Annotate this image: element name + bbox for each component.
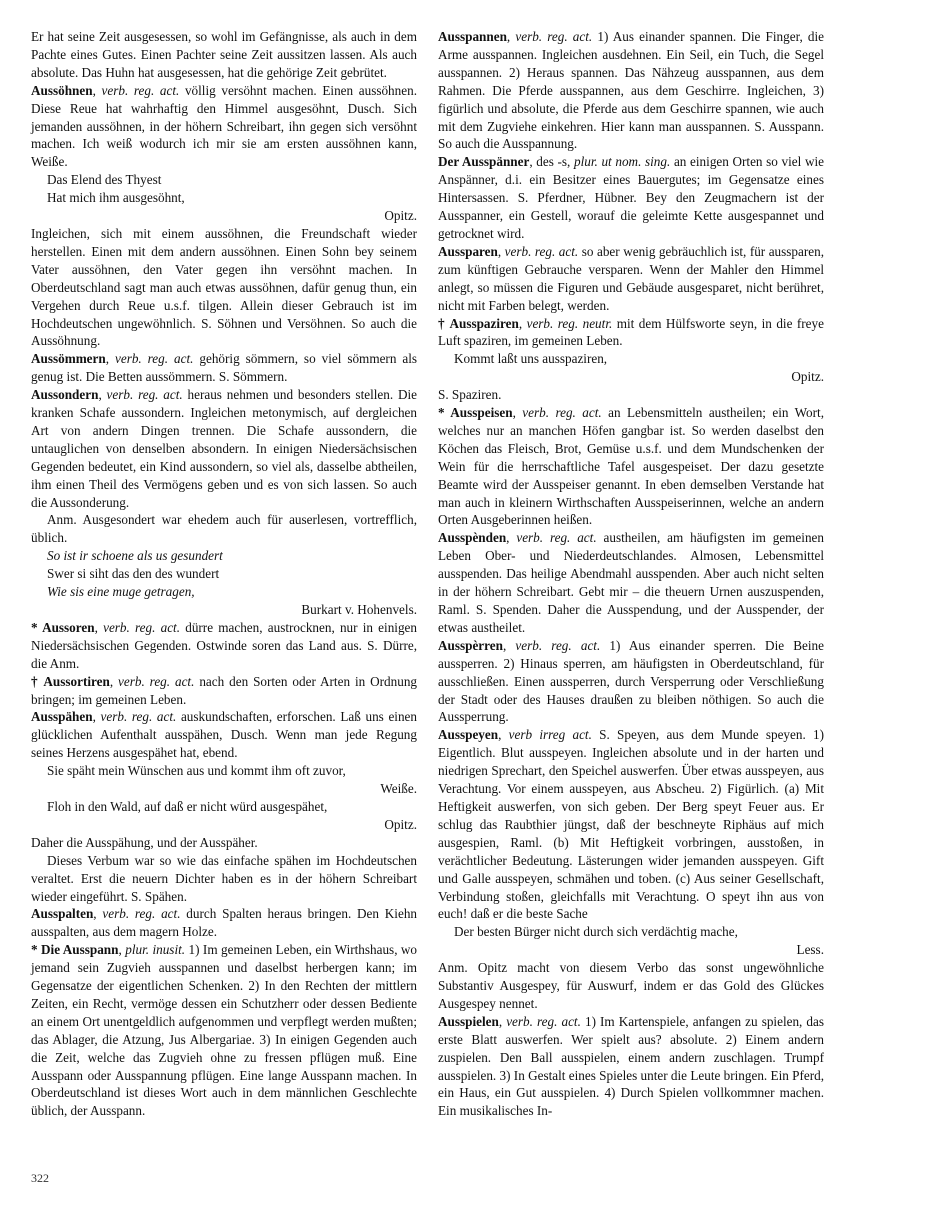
headword: Ausspähen [31, 709, 93, 725]
grammar-label: verb. reg. act. [515, 637, 601, 653]
entry-text: austheilen, am häufigsten im gemeinen Leben Ober- und Niederdeutschlandes. Almosen, Lebensmittel ausspenden. Das heilige Abendmahl ausspenden. Aber auch nicht selten in der höhern Schreibart. Gebt mir – die theuern Urnen auszuspenden, Raml. S. Spenden. Daher die Ausspendung, und der Ausspender, der etwas austheilet. [438, 530, 824, 635]
grammar-label: verb. reg. act. [101, 82, 180, 98]
entry-text: S. Speyen, aus dem Munde speyen. 1) Eigentlich. Blut ausspeyen. Ingleichen absolute und in der harten und niedrigen Sprechart, den Speichel auswerfen. Über etwas ausspeyen, aus Verachtung. Vor einem ausspeyen, aus Abscheu. 2) Figürlich. (a) Mit Heftigkeit auswerfen, von sich geben. Der Berg speyt Feuer aus. Er schlug das Raubthier jüngst, daß der beschneyte Riphäus auf mich ausgespien, Raml. (b) Mit Heftigkeit vorbringen, ausstoßen, in verächtlicher Bedeutung. Lästerungen wider jemanden ausspeyen. Gift und Galle ausspeyen, schmähen und toben. (c) Aus seiner Gesellschaft, Verbindung stoßen, gleichfalls mit Verachtung. O speyt ihn aus von euch! daß er die beste Sache [438, 727, 825, 922]
grammar-label: verb. reg. act. [102, 906, 181, 922]
entry-text: so aber wenig gebräuchlich ist, für aussparen, zum künftigen Gebrauche versparen. Wenn der Mahler den Himmel anlegt, so müssen die Figuren und Gebäude ausgesparet, nicht berühret, nicht mit Farben belegt, werden. [438, 243, 824, 313]
indented-paragraph: Dieses Verbum war so wie das einfache spähen im Hochdeutschen veraltet. Erst die neuern Dichter haben es in der höhern Schreibart wieder eingeführt. S. Spähen. [31, 852, 417, 904]
headword: † Ausspaziren [438, 315, 519, 331]
entry-text: 1) Im gemeinen Leben, ein Wirthshaus, wo jemand sein Zugvieh ausspannen und daselbst herbergen kann; im Gegensatze der eigentlichen Schenken. 2) In den Rechten der mittlern Zeiten, ein Recht, vermöge dessen ein Schutzherr oder dessen Bediente an einem Ort unentgeldlich aufgenommen und verpflegt werden mußten; das Ablager, die Atzung, Jus Albergariae. 3) In einigen Gegenden auch die Zeit, welche das Zugvieh ohne zu fressen pflügen muß. Eine Ausspann oder Ausspannung pflügen. Eine lange Ausspann machen. In Oberdeutschland ist dieses Wort auch in dem männlichen Geschlechte üblich, der Ausspann. [31, 942, 418, 1119]
grammar-label: verb. reg. act. [100, 709, 177, 725]
grammar-label: verb. reg. act. [106, 387, 183, 403]
paragraph: Daher die Ausspähung, und der Ausspäher. [31, 834, 258, 850]
dictionary-entry: * Die Ausspann, plur. inusit. 1) Im gemeinen Leben, ein Wirthshaus, wo jemand sein Zugvieh ausspannen und daselbst herbergen kann; im Gegensatze der eigentlichen Schenken. 2) In den Rechten der mittlern Zeiten, ein Recht, vermöge dessen ein Schutzherr oder dessen Bediente an einem Ort unentgeldlich aufgenommen und verpflegt werden mußten; das Ablager, die Atzung, Jus Albergariae. 3) In einigen Gegenden auch die Zeit, welche das Zugvieh ohne zu fressen pflügen muß. Eine Ausspann oder Ausspannung pflügen. Eine lange Ausspann machen. In Oberdeutschland ist dieses Wort auch in dem männlichen Geschlechte üblich, der Ausspann. [31, 942, 418, 1119]
entry-text: 1) Aus einander spannen. Die Finger, die Arme ausspannen. Ingleichen ausdehnen. Ein Seil, ein Tuch, die Segel ausspannen. 2) Heraus spannen. Das Nähzeug ausspannen, aus dem Rahmen. Die Pferde ausspannen, aus dem Geschirre. Ingleichen, 3) figürlich und absolute, die Pferde aus dem Geschirre spannen, wie auch mit dem Zugviehe einkehren. Hier kann man ausspannen. S. Ausspann. So auch die Ausspannung. [438, 29, 825, 152]
entry-text: völlig versöhnt machen. Einen aussöhnen. Diese Reue hat wahrhaftig den Himmel ausgesöhnt, Dusch. Sich jemanden aussöhnen, in der höhern Schreibart, ihn gegen sich versöhnt machen. Ich weiß wodurch ich mir sie am ersten aussöhnen kann, Weiße. [31, 82, 417, 170]
entry-text: heraus nehmen und besonders stellen. Die kranken Schafe aussondern. Ingleichen metonymisch, auf dergleichen Art von andern Dingen trennen. Die Schafe aussondern, die untauglichen von denselben absondern. In einigen Niedersächsischen Gegenden bedeutet, ein Kind aussondern, so viel als, dasselbe abtheilen, ihm einen Theil des Vermögens geben und es von sich lassen. So auch die Aussonderung. [31, 387, 418, 510]
dictionary-entry: Ausspannen, verb. reg. act. 1) Aus einander spannen. Die Finger, die Arme ausspannen. Ingleichen ausdehnen. Ein Seil, ein Tuch, die Segel ausspannen. 2) Heraus spannen. Das Nähzeug ausspannen, aus dem Rahmen. Die Pferde ausspannen, aus dem Geschirre. Ingleichen, 3) figürlich und absolute, die Pferde aus dem Geschirre spannen, wie auch mit dem Zugviehe einkehren. Hier kann man ausspannen. S. Ausspann. So auch die Ausspannung. [438, 29, 825, 152]
dictionary-entry: Ausspielen, verb. reg. act. 1) Im Kartenspiele, anfangen zu spielen, das erste Blatt auswerfen. Wer spielt aus? absolute. 2) Einem andern zuspielen. Den Ball ausspielen, einem andern zuschlagen. Trumpf ausspielen. 3) In Gestalt eines Spieles unter die Leute bringen. Ein Pferd, ein Haus, ein Gut ausspielen. 4) Durch Spielen vollkommner machen. Ein musikalisches In- [438, 1013, 825, 1119]
right-column [438, 28, 824, 1120]
grammar-label: verb. reg. act. [504, 243, 579, 259]
headword: Aussondern [31, 387, 99, 403]
entry-text: 1) Aus einander sperren. Die Beine aussperren. 2) Hinaus sperren, am häufigsten in Oberdeutschland, für ausschließen. Einen aussperren, durch Versperrung oder Verschließung der Stadt oder des Hauses draußen zu bleiben nöthigen. So auch die Aussperrung. [438, 637, 825, 725]
verse-line: Swer si siht das den des wundert [47, 566, 220, 582]
grammar-label: verb. reg. act. [516, 530, 597, 546]
headword: Aussöhnen [31, 82, 93, 98]
entry-text: durch Spalten heraus bringen. Den Kiehn ausspalten, aus dem magern Holze. [31, 906, 418, 940]
entry-text: dürre machen, austrocknen, nur in einigen Niedersächsischen Gegenden. Ostwinde soren das Land aus. S. Dürre, die Anm. [31, 619, 418, 671]
entry-text: 1) Im Kartenspiele, anfangen zu spielen, das erste Blatt auswerfen. Wer spielt aus? absolute. 2) Einem andern zuspielen. Den Ball ausspielen, einem andern zuschlagen. Trumpf ausspielen. 3) In Gestalt eines Spieles unter die Leute bringen. Ein Pferd, ein Haus, ein Gut ausspielen. 4) Durch Spielen vollkommner machen. Ein musikalisches In- [438, 1013, 825, 1119]
dictionary-entry: * Aussoren, verb. reg. act. dürre machen, austrocknen, nur in einigen Niedersächsischen Gegenden. Ostwinde soren das Land aus. S. Dürre, die Anm. [31, 619, 418, 671]
headword: * Die Ausspann [31, 942, 119, 958]
grammar-label: verb. reg. act. [114, 351, 194, 367]
grammar-label: verb. reg. neutr. [526, 315, 613, 331]
headword: Der Ausspänner [438, 154, 530, 170]
verse-attribution: Burkart v. Hohenvels. [301, 602, 417, 617]
verse-attribution: Opitz. [791, 369, 824, 385]
verse-attribution: Weiße. [380, 781, 417, 797]
dictionary-entry: Aussparen, verb. reg. act. so aber wenig gebräuchlich ist, für aussparen, zum künftigen Gebrauche versparen. Wenn der Mahler den Himmel anlegt, so müssen die Figuren und Gebäude ausgesparet, nicht berühret, nicht mit Farben belegt, werden. [438, 243, 824, 313]
dictionary-entry: Aussöhnen, verb. reg. act. völlig versöhnt machen. Einen aussöhnen. Diese Reue hat wahrhaftig den Himmel ausgesöhnt, Dusch. Sich jemanden aussöhnen, in der höhern Schreibart, ihn gegen sich versöhnt machen. Ich weiß wodurch ich mir sie am ersten aussöhnen kann, Weiße. [31, 82, 417, 170]
page-number: 322 [31, 1171, 49, 1185]
paragraph: Ingleichen, sich mit einem aussöhnen, die Freundschaft wieder herstellen. Einen mit dem andern aussöhnen. Einen Sohn bey seinem Vater aussöhnen, den Vater gegen ihn versöhnt machen. In Oberdeutschland sagt man auch etwas aussöhnen, dafür genug thun, ein Vergehen durch Reue u.s.f. tilgen. Allein dieser Gebrauch ist im Hochdeutschen ungewöhnlich. S. Söhnen und Versöhnen. So auch die Aussöhnung. [31, 225, 417, 349]
verse-attribution: Opitz. [384, 208, 417, 224]
verse-line-italic: So ist ir schoene als us gesundert [47, 548, 223, 564]
paragraph: Er hat seine Zeit ausgesessen, so wohl im Gefängnisse, als auch in dem Pachte eines Gutes. Einen Pachter seine Zeit aussitzen lassen. Als auch absolute. Das Huhn hat ausgesessen, hat die gehörige Zeit gebrütet. [31, 29, 417, 80]
verse-line: Hat mich ihm ausgesöhnt, [47, 190, 185, 206]
dictionary-entry: Ausspähen, verb. reg. act. auskundschaften, erforschen. Laß uns einen glücklichen Aufenthalt ausspähen, Dusch. Wenn man jede Regung seines Herzens ausgespähet hat, ebend. [31, 709, 418, 761]
headword: † Aussortiren [31, 673, 110, 689]
grammar-label: verb. reg. act. [118, 673, 195, 689]
dictionary-entry: * Ausspeisen, verb. reg. act. an Lebensmitteln austheilen; ein Wort, welches nur an manchen Höfen gangbar ist. So werden daselbst den Köchen das Fleisch, Brot, Gemüse u.s.f. und dem Mundschenken der Wein für die herrschaftliche Tafel ausgespeiset. Der dazu gesetzte Beamte wird der Ausspeiser genannt. In eben demselben Verstande hat man auch in kleinern Wirthschaften Ausspeiserinnen, welche an andern Orten Ausgeberinnen heißen. [438, 405, 824, 528]
dictionary-entry: Aussömmern, verb. reg. act. gehörig sömmern, so viel sömmern als genug ist. Die Betten aussömmern. S. Sömmern. [31, 351, 418, 385]
inflection: des -s, [536, 154, 571, 170]
grammar-label: plur. ut nom. sing. [574, 154, 671, 170]
verse-line: Floh in den Wald, auf daß er nicht würd ausgespähet, [47, 798, 328, 814]
verse-line-italic: Wie sis eine muge getragen, [47, 584, 195, 600]
dictionary-entry: Ausspeyen, verb irreg act. S. Speyen, aus dem Munde speyen. 1) Eigentlich. Blut ausspeyen. Ingleichen absolute und in der harten und niedrigen Sprechart, den Speichel auswerfen. Über etwas ausspeyen, aus Verachtung. Vor einem ausspeyen, aus Abscheu. 2) Figürlich. (a) Mit Heftigkeit auswerfen, von sich geben. Der Berg speyt Feuer aus. Er schlug das Raubthier jüngst, daß der beschneyte Riphäus auf mich ausgespien, Raml. (b) Mit Heftigkeit vorbringen, ausstoßen, in verächtlicher Bedeutung. Lästerungen wider jemanden ausspeyen. Gift und Galle ausspeyen, schmähen und toben. (c) Aus seiner Gesellschaft, Verbindung stoßen, gleichfalls mit Verachtung. O speyt ihn aus von euch! daß er die beste Sache [438, 727, 825, 922]
paragraph: S. Spaziren. [438, 387, 502, 403]
headword: * Aussoren [31, 619, 95, 635]
grammar-label: verb. reg. act. [103, 619, 181, 635]
left-column [31, 28, 417, 1120]
paragraph: Anm. Opitz macht von diesem Verbo das sonst ungewöhnliche Substantiv Ausgespey, für Auswurf, indem er das Gold des Glückes Ausgespey nennet. [438, 960, 824, 1011]
dictionary-entry: † Ausspaziren, verb. reg. neutr. mit dem Hülfsworte seyn, in die freye Luft spaziren, im gemeinen Leben. [438, 315, 824, 349]
entry-text: an Lebensmitteln austheilen; ein Wort, welches nur an manchen Höfen gangbar ist. So werden daselbst den Köchen das Fleisch, Brot, Gemüse u.s.f. und dem Mundschenken der Wein für die herrschaftliche Tafel ausgespeiset. Der dazu gesetzte Beamte wird der Ausspeiser genannt. In eben demselben Verstande hat man auch in kleinern Wirthschaften Ausspeiserinnen, welche an andern Orten Ausgeberinnen heißen. [438, 405, 824, 528]
grammar-label: verb. reg. act. [506, 1013, 581, 1029]
entry-text: an einigen Orten so viel wie Anspänner, d.i. ein Besitzer eines Bauergutes; im Gegensatze eines Hintersassen. S. Pferdner, Hübner. Bey den Zeugmachern ist der Ausspanner, ein Gestell, worauf die geleimte Kette ausgespannet und getrocknet wird. [438, 154, 825, 241]
dictionary-entry: † Aussortiren, verb. reg. act. nach den Sorten oder Arten in Ordnung bringen; im gemeinen Leben. [31, 673, 418, 707]
grammar-label: verb. reg. act. [522, 405, 602, 421]
headword: Ausspannen [438, 29, 507, 44]
headword: Aussömmern [31, 351, 106, 367]
verse-attribution: Less. [796, 942, 824, 958]
headword: Ausspèrren [438, 637, 503, 653]
headword: Ausspènden [438, 530, 507, 546]
grammar-label: verb. reg. act. [515, 29, 593, 44]
dictionary-entry: Ausspalten, verb. reg. act. durch Spalten heraus bringen. Den Kiehn ausspalten, aus dem magern Holze. [31, 906, 418, 940]
verse-attribution: Opitz. [384, 816, 417, 832]
headword: * Ausspeisen [438, 405, 513, 421]
grammar-label: plur. inusit. [125, 942, 186, 958]
grammar-label: verb irreg act. [508, 727, 592, 743]
headword: Ausspielen [438, 1013, 499, 1029]
entry-text: nach den Sorten oder Arten in Ordnung bringen; im gemeinen Leben. [31, 673, 418, 707]
entry-text: auskundschaften, erforschen. Laß uns einen glücklichen Aufenthalt ausspähen, Dusch. Wenn man jede Regung seines Herzens ausgespähet hat, ebend. [31, 709, 418, 761]
dictionary-entry: Aussondern, verb. reg. act. heraus nehmen und besonders stellen. Die kranken Schafe aussondern. Ingleichen metonymisch, auf dergleichen Art von andern Dingen trennen. Die Schafe aussondern, die untauglichen von denselben absondern. In einigen Niedersächsischen Gegenden bedeutet, ein Kind aussondern, so viel als, dasselbe abtheilen, ihm einen Theil des Vermögens geben und es von sich lassen. So auch die Aussonderung. [31, 387, 418, 510]
verse-line: Das Elend des Thyest [47, 172, 162, 188]
indented-paragraph: Anm. Ausgesondert war ehedem auch für auserlesen, vortrefflich, üblich. [31, 512, 417, 546]
verse-line: Der besten Bürger nicht durch sich verdächtig mache, [454, 924, 738, 940]
headword: Ausspalten [31, 906, 94, 922]
dictionary-entry: Der Ausspänner, des -s, plur. ut nom. sing. an einigen Orten so viel wie Anspänner, d.i. ein Besitzer eines Bauergutes; im Gegensatze eines Hintersassen. S. Pferdner, Hübner. Bey den Zeugmachern ist der Ausspanner, ein Gestell, worauf die geleimte Kette ausgespannet und getrocknet wird. [438, 154, 825, 241]
dictionary-entry: Ausspèrren, verb. reg. act. 1) Aus einander sperren. Die Beine aussperren. 2) Hinaus sperren, am häufigsten in Oberdeutschland, für ausschließen. Einen aussperren, durch Versperrung oder Verschließung der Stadt oder des Hauses draußen zu bleiben nöthigen. So auch die Aussperrung. [438, 637, 825, 725]
verse-line: Sie späht mein Wünschen aus und kommt ihm oft zuvor, [47, 763, 346, 779]
entry-text: mit dem Hülfsworte seyn, in die freye Luft spaziren, im gemeinen Leben. [438, 315, 824, 349]
verse-line: Kommt laßt uns ausspaziren, [454, 351, 608, 367]
headword: Ausspeyen [438, 727, 499, 743]
entry-text: gehörig sömmern, so viel sömmern als genug ist. Die Betten aussömmern. S. Sömmern. [31, 351, 418, 385]
headword: Aussparen [438, 243, 498, 259]
dictionary-entry: Ausspènden, verb. reg. act. austheilen, am häufigsten im gemeinen Leben Ober- und Niederdeutschlandes. Almosen, Lebensmittel ausspenden. Das heilige Abendmahl ausspenden. Aber auch nicht selten in der höhern Schreibart. Gebt mir – die theuern Urnen auszuspenden, Raml. S. Spenden. Daher die Ausspendung, und der Ausspender, der etwas austheilet. [438, 530, 824, 635]
